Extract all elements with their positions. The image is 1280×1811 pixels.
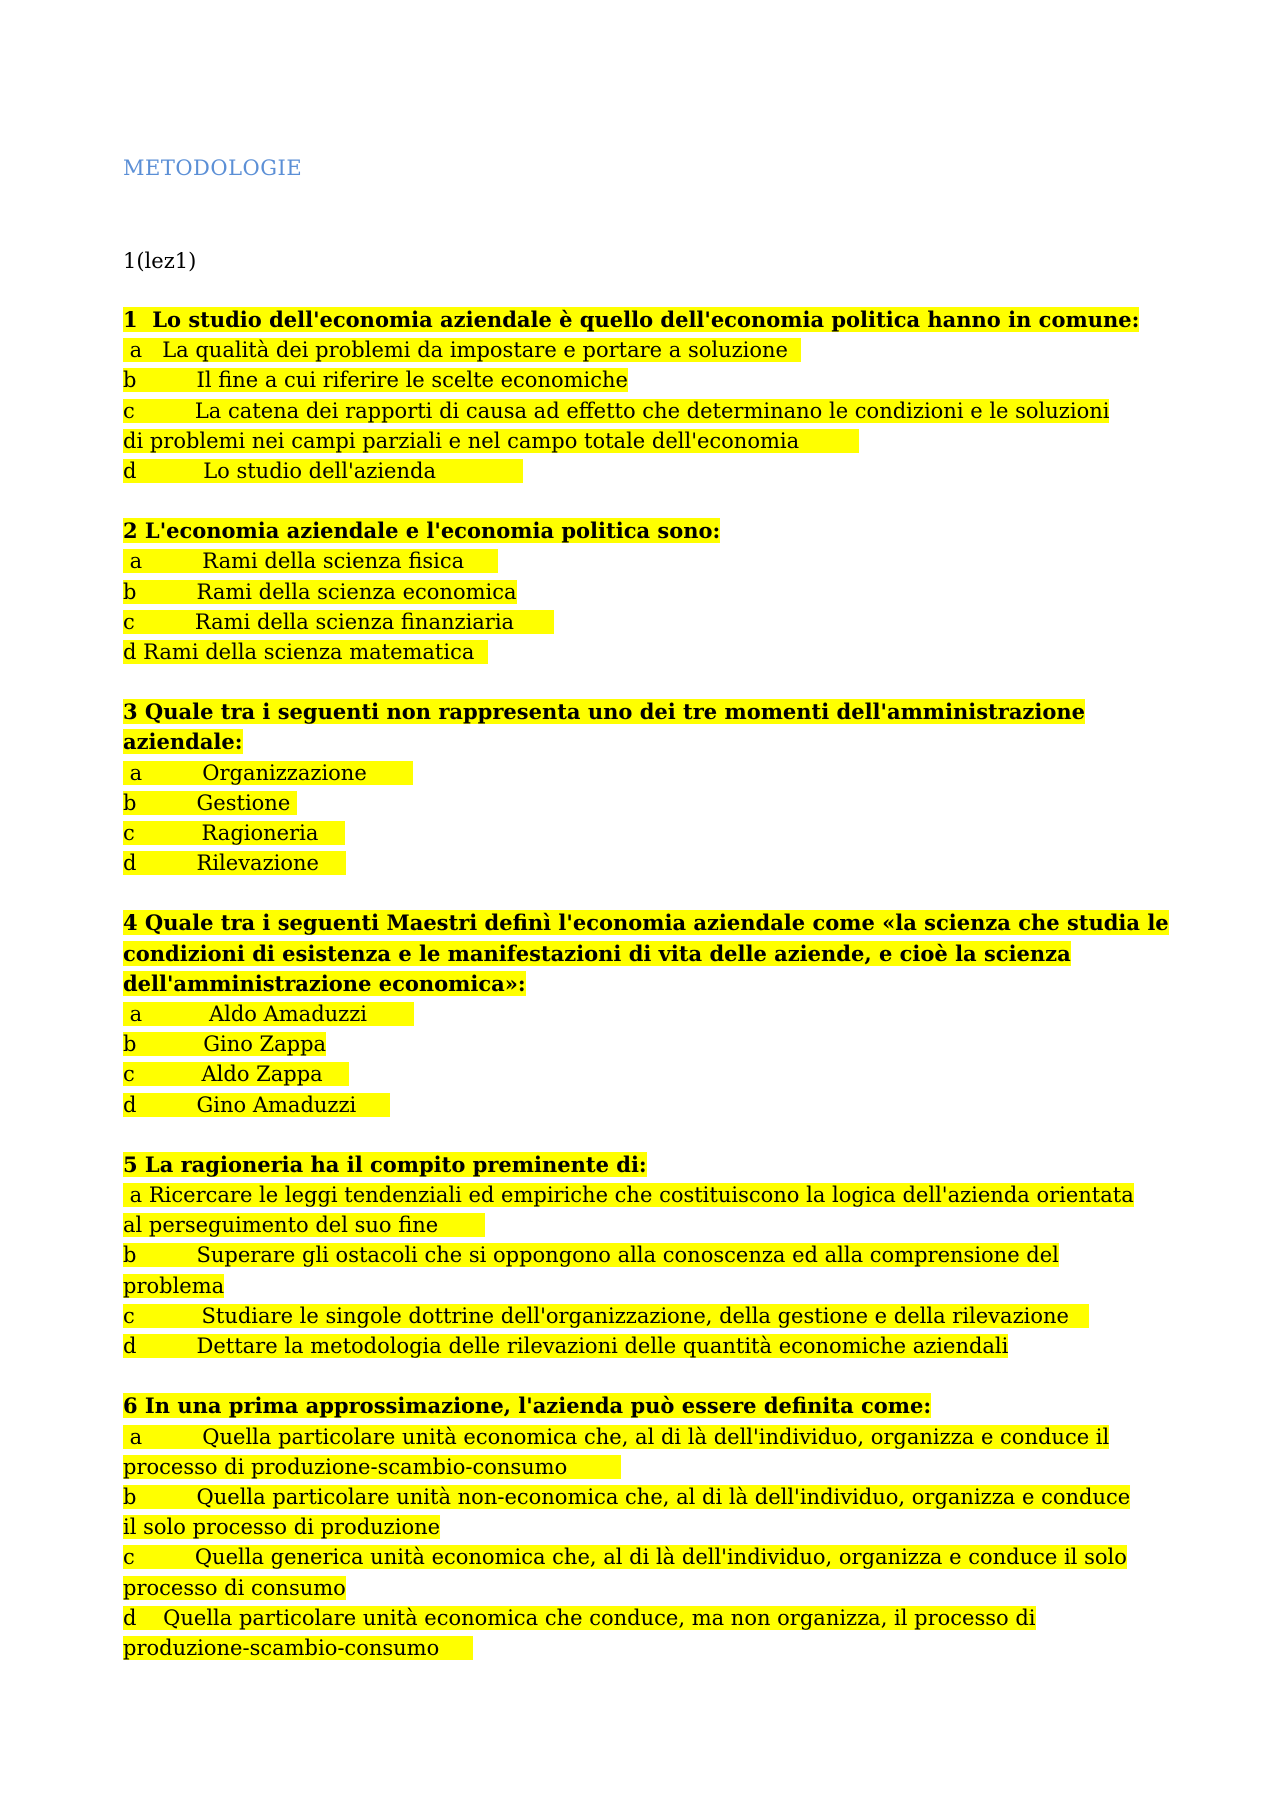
answer-option-line (123, 1452, 1183, 1482)
answer-option-line (123, 1603, 1183, 1633)
answer-option-line (123, 1573, 1183, 1603)
answer-option-line (123, 1210, 1183, 1240)
question-3 (123, 697, 1183, 878)
question-title-text: 2 L'economia aziendale e l'economia politica sono: (123, 518, 721, 544)
answer-option-line (123, 758, 1183, 788)
answer-option-text: a Aldo Amaduzzi (123, 1002, 414, 1027)
answer-option-text: b Rami della scienza economica (123, 579, 517, 604)
answer-option-line (123, 456, 1183, 486)
document-title: METODOLOGIE (123, 156, 303, 180)
answer-option-line (123, 1271, 1183, 1301)
question-title-line (123, 305, 1183, 335)
question-title-line (123, 516, 1183, 546)
answer-option-line (123, 1331, 1183, 1361)
answer-option-text: a Organizzazione (123, 760, 414, 785)
answer-option-text: b Il fine a cui riferire le scelte economiche (123, 368, 628, 393)
question-title-line (123, 1150, 1183, 1180)
question-5 (123, 1150, 1183, 1361)
answer-option-line (123, 818, 1183, 848)
question-1 (123, 305, 1183, 486)
answer-option-line (123, 546, 1183, 576)
answer-option-text: di problemi nei campi parziali e nel campo totale dell'economia (123, 428, 860, 453)
question-title-text: condizioni di esistenza e le manifestazioni di vita delle aziende, e cioè la scienza (123, 940, 1071, 966)
answer-option-text: a Rami della scienza fisica (123, 549, 498, 574)
answer-option-line (123, 1542, 1183, 1572)
answer-option-line (123, 1422, 1183, 1452)
answer-option-line (123, 1029, 1183, 1059)
answer-option-text: c La catena dei rapporti di causa ad effetto che determinano le condizioni e le soluzioni (123, 398, 1110, 423)
answer-option-text: c Studiare le singole dottrine dell'organizzazione, della gestione e della rilevazione (123, 1303, 1089, 1328)
question-title-line (123, 908, 1183, 938)
answer-option-text: b Gino Zappa (123, 1032, 327, 1057)
question-title-text: 3 Quale tra i seguenti non rappresenta uno dei tre momenti dell'amministrazione (123, 699, 1085, 725)
answer-option-text: d Dettare la metodologia delle rilevazioni delle quantità economiche aziendali (123, 1334, 1009, 1359)
questions-list (123, 305, 1183, 1693)
answer-option-text: c Ragioneria (123, 821, 346, 846)
answer-option-line (123, 365, 1183, 395)
question-title-text: 4 Quale tra i seguenti Maestri definì l'economia aziendale come «la scienza che studia le (123, 910, 1169, 936)
answer-option-text: problema (123, 1273, 225, 1298)
answer-option-text: d Rami della scienza matematica (123, 640, 488, 665)
answer-option-line (123, 577, 1183, 607)
lesson-label: 1(lez1) (123, 249, 197, 273)
answer-option-text: processo di consumo (123, 1575, 346, 1600)
question-title-text: 1 Lo studio dell'economia aziendale è quello dell'economia politica hanno in comune: (123, 307, 1140, 332)
answer-option-text: a La qualità dei problemi da impostare e portare a soluzione (123, 338, 802, 363)
question-title-text: dell'amministrazione economica»: (123, 970, 526, 996)
answer-option-text: d Quella particolare unità economica che conduce, ma non organizza, il processo di (123, 1605, 1036, 1630)
answer-option-text: d Rilevazione (123, 851, 346, 876)
answer-option-line (123, 1482, 1183, 1512)
answer-option-line (123, 607, 1183, 637)
question-title-line (123, 697, 1183, 727)
answer-option-text: c Quella generica unità economica che, al di là dell'individuo, organizza e conduce il solo (123, 1545, 1127, 1570)
answer-option-text: c Rami della scienza finanziaria (123, 609, 555, 634)
answer-option-line (123, 788, 1183, 818)
answer-option-line (123, 1301, 1183, 1331)
answer-option-text: d Lo studio dell'azienda (123, 459, 523, 484)
answer-option-text: a Ricercare le leggi tendenziali ed empiriche che costituiscono la logica dell'azienda orientata (123, 1183, 1134, 1208)
answer-option-line (123, 1180, 1183, 1210)
answer-option-line (123, 396, 1183, 426)
answer-option-line (123, 848, 1183, 878)
answer-option-text: al perseguimento del suo fine (123, 1213, 485, 1238)
answer-option-text: produzione-scambio-consumo (123, 1635, 473, 1660)
answer-option-line (123, 1512, 1183, 1542)
answer-option-text: il solo processo di produzione (123, 1515, 441, 1540)
answer-option-text: a Quella particolare unità economica che, al di là dell'individuo, organizza e conduce il (123, 1424, 1110, 1449)
answer-option-text: processo di produzione-scambio-consumo (123, 1454, 621, 1479)
question-title-text: 5 La ragioneria ha il compito preminente di: (123, 1151, 647, 1177)
answer-option-line (123, 426, 1183, 456)
question-title-text: 6 In una prima approssimazione, l'azienda può essere definita come: (123, 1393, 932, 1419)
answer-option-line (123, 999, 1183, 1029)
answer-option-line (123, 1090, 1183, 1120)
answer-option-line (123, 1240, 1183, 1270)
question-6 (123, 1391, 1183, 1663)
question-4 (123, 908, 1183, 1119)
answer-option-text: c Aldo Zappa (123, 1062, 350, 1087)
question-title-line (123, 1391, 1183, 1421)
answer-option-line (123, 1059, 1183, 1089)
question-title-line (123, 969, 1183, 999)
answer-option-line (123, 335, 1183, 365)
answer-option-text: b Gestione (123, 790, 297, 815)
question-2 (123, 516, 1183, 667)
question-title-line (123, 939, 1183, 969)
answer-option-line (123, 1633, 1183, 1663)
answer-option-text: d Gino Amaduzzi (123, 1092, 390, 1117)
question-title-text: aziendale: (123, 729, 243, 755)
question-title-line (123, 727, 1183, 757)
answer-option-text: b Quella particolare unità non-economica che, al di là dell'individuo, organizza e conduce (123, 1484, 1131, 1509)
answer-option-text: b Superare gli ostacoli che si oppongono alla conoscenza ed alla comprensione del (123, 1243, 1059, 1268)
answer-option-line (123, 637, 1183, 667)
